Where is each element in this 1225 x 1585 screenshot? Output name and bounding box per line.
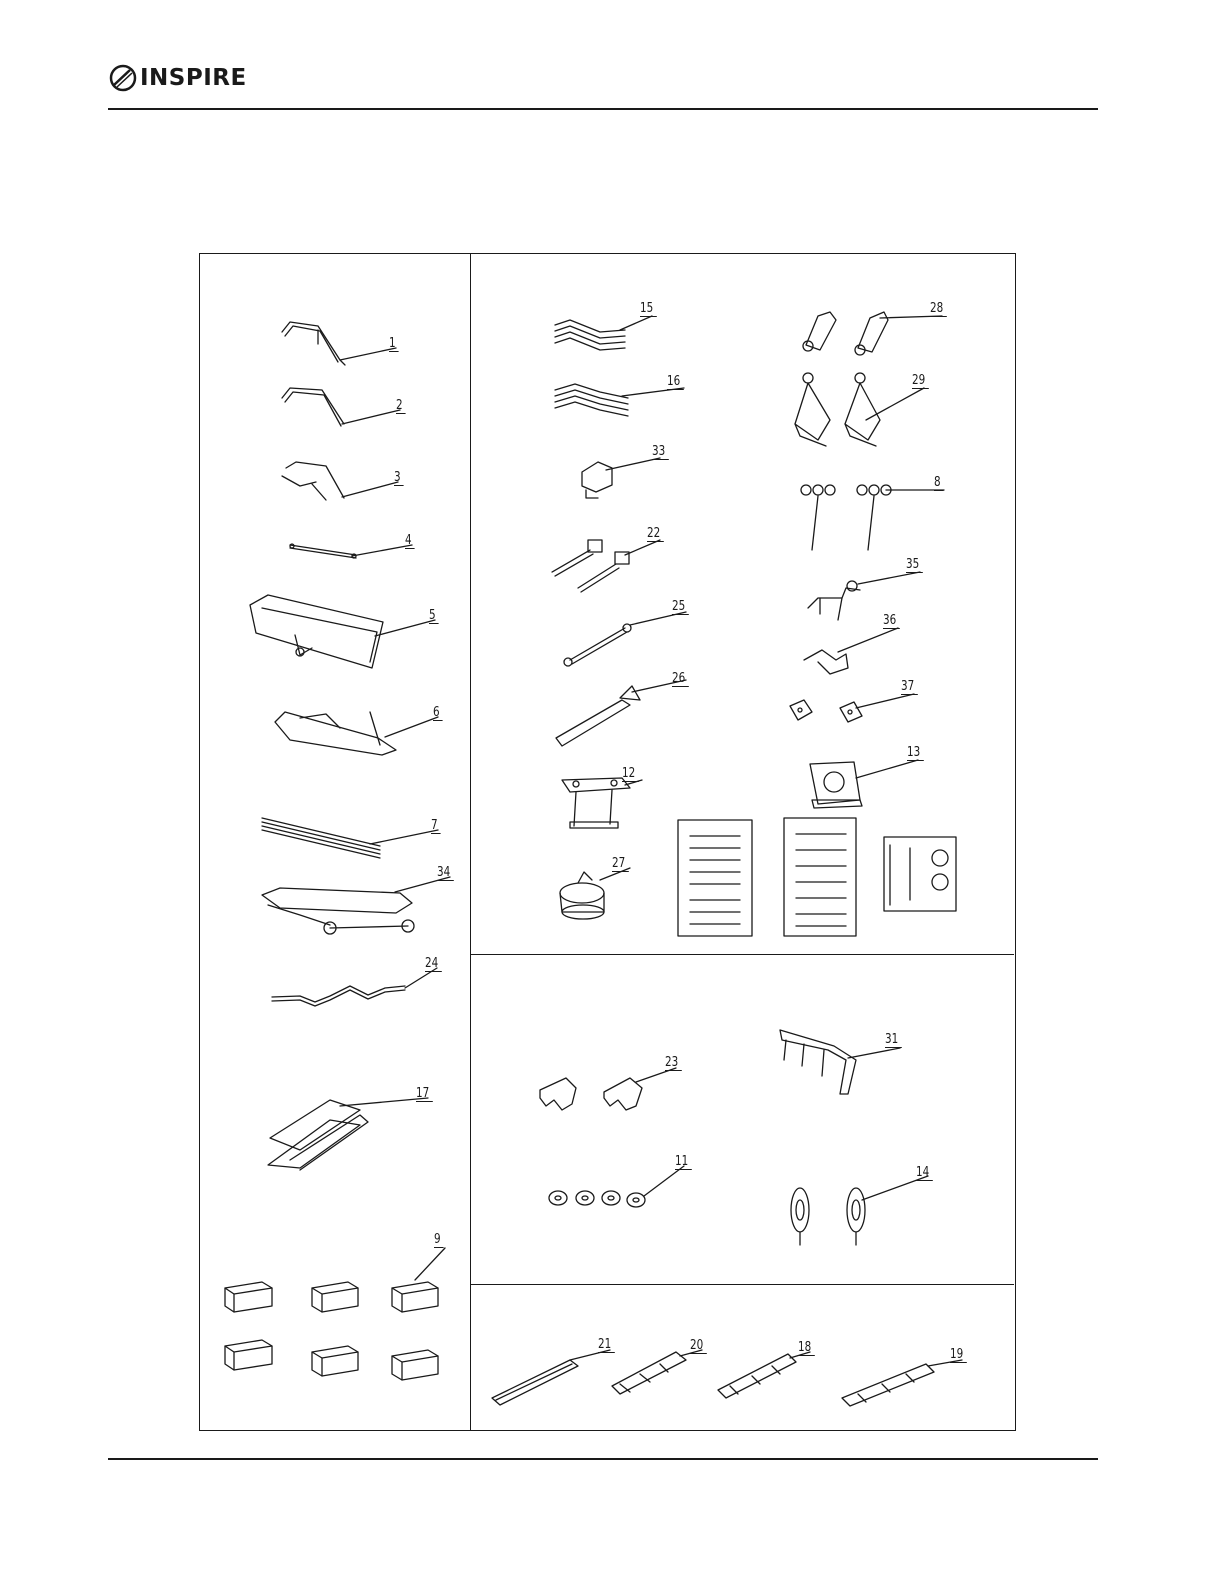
part-7-drawing xyxy=(262,818,438,858)
part-2-drawing xyxy=(282,388,400,426)
part-34-drawing xyxy=(262,877,450,934)
callout-3: 3 xyxy=(394,470,401,485)
part-23-drawing xyxy=(540,1068,676,1110)
callout-31: 31 xyxy=(885,1032,899,1047)
part-36-drawing xyxy=(804,628,898,674)
part-9-drawing xyxy=(225,1248,445,1380)
callout-26: 26 xyxy=(672,671,686,686)
part-16-drawing xyxy=(555,384,684,416)
part-27-drawing xyxy=(560,868,630,919)
callout-7: 7 xyxy=(431,818,438,833)
part-21-drawing xyxy=(492,1350,610,1405)
callout-27: 27 xyxy=(612,856,626,871)
part-25-drawing xyxy=(564,612,686,666)
part-31-drawing xyxy=(780,1030,900,1094)
part-24-drawing xyxy=(272,968,437,1006)
callout-12: 12 xyxy=(622,766,636,781)
part-5-drawing xyxy=(250,595,435,668)
part-17-drawing xyxy=(268,1098,428,1170)
callout-13: 13 xyxy=(907,745,921,760)
callout-16: 16 xyxy=(667,374,681,389)
part-14-drawing xyxy=(791,1176,928,1245)
callout-28: 28 xyxy=(930,301,944,316)
callout-8: 8 xyxy=(934,475,941,490)
part-12-drawing xyxy=(562,778,642,828)
part-20-drawing xyxy=(612,1350,702,1394)
part-18-drawing xyxy=(718,1352,810,1398)
brand-name: INSPIRE xyxy=(140,65,247,91)
part-8-drawing xyxy=(801,485,944,550)
reference-cards-drawing xyxy=(678,818,956,936)
part-6-drawing xyxy=(275,712,438,755)
callout-2: 2 xyxy=(396,398,403,413)
part-35-drawing xyxy=(808,572,920,620)
callout-9: 9 xyxy=(434,1232,441,1247)
callout-15: 15 xyxy=(640,301,654,316)
callout-19: 19 xyxy=(950,1347,964,1362)
part-13-drawing xyxy=(810,760,918,808)
callout-37: 37 xyxy=(901,679,915,694)
part-15-drawing xyxy=(555,316,652,350)
callout-22: 22 xyxy=(647,526,661,541)
callout-20: 20 xyxy=(690,1338,704,1353)
callout-6: 6 xyxy=(433,705,440,720)
part-11-drawing xyxy=(549,1166,684,1207)
callout-1: 1 xyxy=(389,336,396,351)
part-3-drawing xyxy=(282,462,398,500)
part-26-drawing xyxy=(556,680,686,746)
callout-23: 23 xyxy=(665,1055,679,1070)
part-22-drawing xyxy=(552,540,660,592)
part-29-drawing xyxy=(795,373,924,446)
callout-36: 36 xyxy=(883,613,897,628)
callout-14: 14 xyxy=(916,1165,930,1180)
callout-33: 33 xyxy=(652,444,666,459)
callout-11: 11 xyxy=(675,1154,689,1169)
part-19-drawing xyxy=(842,1360,962,1406)
callout-18: 18 xyxy=(798,1340,812,1355)
part-33-drawing xyxy=(582,458,660,498)
callout-5: 5 xyxy=(429,608,436,623)
callout-34: 34 xyxy=(437,865,451,880)
callout-24: 24 xyxy=(425,956,439,971)
callout-29: 29 xyxy=(912,373,926,388)
part-28-drawing xyxy=(803,312,942,355)
part-1-drawing xyxy=(282,322,396,365)
callout-17: 17 xyxy=(416,1086,430,1101)
callout-21: 21 xyxy=(598,1337,612,1352)
callout-25: 25 xyxy=(672,599,686,614)
callout-4: 4 xyxy=(405,533,412,548)
part-4-drawing xyxy=(290,544,412,558)
part-37-drawing xyxy=(790,694,914,722)
callout-35: 35 xyxy=(906,557,920,572)
